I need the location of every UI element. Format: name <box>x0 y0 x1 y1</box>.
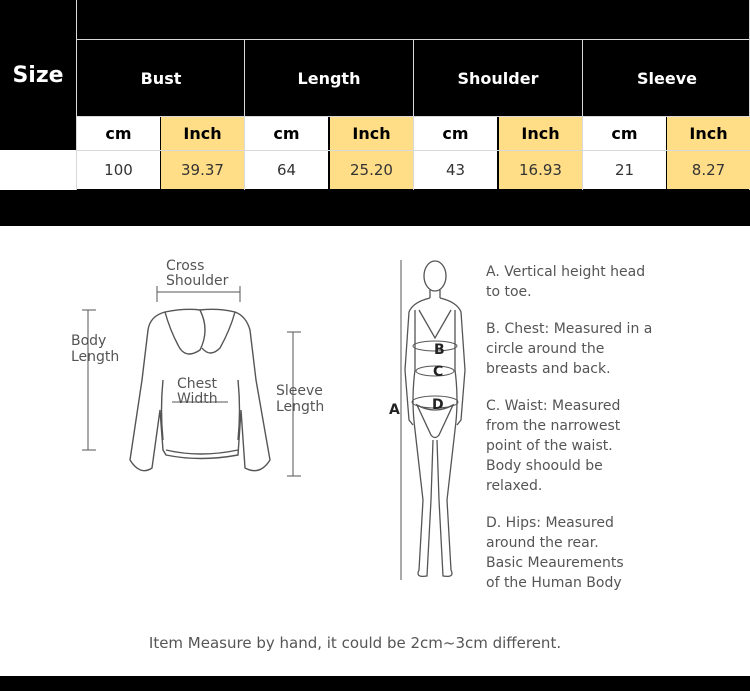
size-label: Size <box>12 62 64 88</box>
body-length-label-1: Body <box>71 333 107 349</box>
note-waist: C. Waist: Measured from the narrowest point of the waist. Body shoould be relaxed. <box>486 398 621 494</box>
length-cm-value: 64 <box>245 151 328 189</box>
size-label-blank-cell <box>0 150 76 190</box>
shoulder-inch-value: 16.93 <box>499 151 582 189</box>
measurement-notes <box>486 262 686 610</box>
length-inch-value: 25.20 <box>330 151 413 189</box>
sleeve-inch-value: 8.27 <box>667 151 750 189</box>
note-chest: B. Chest: Measured in a circle around the breasts and back. <box>486 321 653 377</box>
size-chart-table <box>0 0 750 190</box>
sleeve-inch-label: Inch <box>667 117 750 150</box>
chest-width-label-1: Chest <box>177 376 218 392</box>
sleeve-length-label-1: Sleeve <box>276 383 323 399</box>
bust-header: Bust <box>140 68 182 88</box>
cross-shoulder-label-2: Shoulder <box>166 273 229 289</box>
table-bottom-bar <box>0 190 750 226</box>
shoulder-header: Shoulder <box>457 68 539 88</box>
bust-inch-value: 39.37 <box>161 151 244 189</box>
shoulder-cm-value: 43 <box>414 151 497 189</box>
body-measurement-diagram <box>385 250 485 590</box>
sleeve-cm-value: 21 <box>583 151 666 189</box>
shoulder-inch-label: Inch <box>499 117 582 150</box>
letter-b: B <box>434 342 445 358</box>
garment-measurement-diagram <box>60 250 360 490</box>
note-height: A. Vertical height head to toe. <box>486 264 646 300</box>
bust-cm-value: 100 <box>77 151 160 189</box>
letter-c: C <box>433 364 444 380</box>
body-length-label-2: Length <box>71 349 120 365</box>
shoulder-cm-label: cm <box>414 117 497 150</box>
bust-cm-label: cm <box>77 117 160 150</box>
letter-d: D <box>432 397 444 413</box>
human-body-outline-icon <box>405 261 465 576</box>
cross-shoulder-label-1: Cross <box>166 258 205 274</box>
length-header: Length <box>297 68 361 88</box>
sleeve-header: Sleeve <box>637 68 697 88</box>
measurement-disclaimer: Item Measure by hand, it could be 2cm~3cm different. <box>148 634 562 652</box>
letter-a: A <box>389 402 400 418</box>
length-inch-label: Inch <box>330 117 413 150</box>
bust-inch-label: Inch <box>161 117 244 150</box>
note-hips: D. Hips: Measured around the rear. Basic Meaurements of the Human Body <box>486 515 624 591</box>
chest-width-label-2: Width <box>177 391 218 407</box>
sleeve-cm-label: cm <box>583 117 666 150</box>
length-cm-label: cm <box>245 117 328 150</box>
sleeve-length-label-2: Length <box>276 399 325 415</box>
footer-bar <box>0 676 750 691</box>
